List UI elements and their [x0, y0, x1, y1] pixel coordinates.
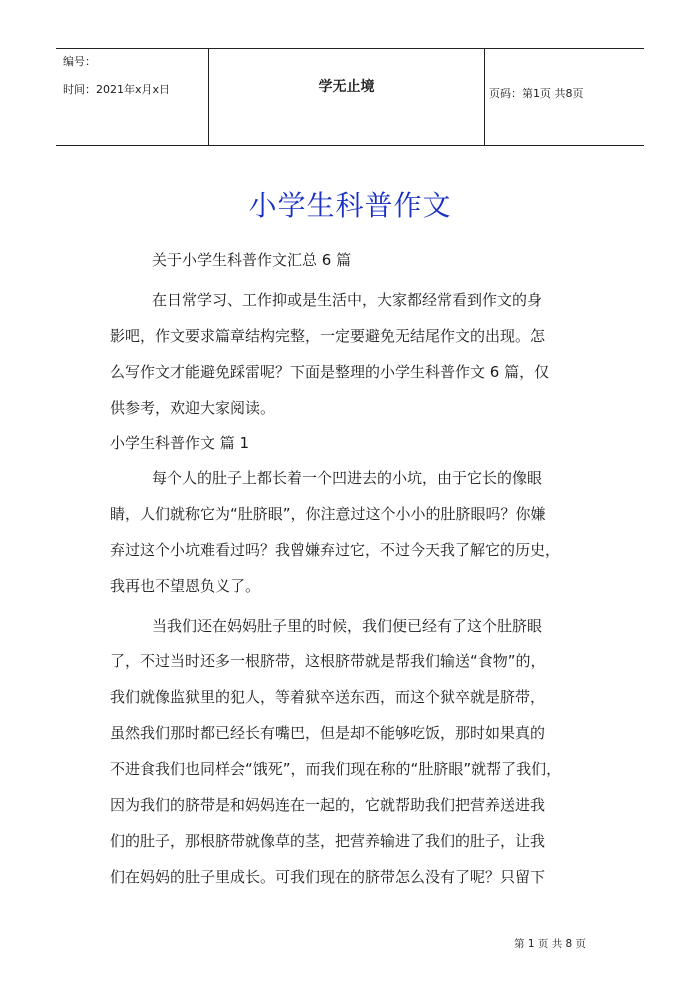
header-number-label: 编号：	[63, 55, 96, 68]
paragraph-line: 在日常学习、工作抑或是生活中，大家都经常看到作文的身	[152, 291, 543, 309]
header-page-label: 页码：第1页 共8页	[489, 87, 584, 100]
paragraph-line: 影吧，作文要求篇章结构完整，一定要避免无结尾作文的出现。怎	[110, 327, 546, 345]
paragraph-line: 当我们还在妈妈肚子里的时候，我们便已经有了这个肚脐眼	[152, 617, 543, 635]
paragraph-line: 们的肚子，那根脐带就像草的茎，把营养输进了我们的肚子，让我	[110, 832, 546, 850]
header-center-title: 学无止境	[318, 79, 375, 95]
paragraph-line: 不进食我们也同样会“饿死”，而我们现在称的“肚脐眼”就帮了我们，	[110, 760, 562, 778]
paragraph-line: 弃过这个小坑难看过吗？我曾嫌弃过它，不过今天我了解它的历史，	[110, 541, 561, 559]
document-title: 小学生科普作文	[248, 189, 452, 222]
paragraph-line: 供参考，欢迎大家阅读。	[110, 399, 276, 417]
paragraph-line: 我们就像监狱里的犯人，等着狱卒送东西，而这个狱卒就是脐带，	[110, 688, 546, 706]
paragraph-line: 么写作文才能避免踩雷呢？下面是整理的小学生科普作文 6 篇，仅	[110, 363, 550, 381]
section-heading: 小学生科普作文 篇 1	[110, 434, 250, 452]
header-center-cell	[209, 49, 485, 146]
paragraph-line: 了，不过当时还多一根脐带，这根脐带就是帮我们输送“食物”的，	[110, 652, 546, 670]
footer-page-number: 第 1 页 共 8 页	[514, 938, 587, 950]
summary-line: 关于小学生科普作文汇总 6 篇	[152, 251, 352, 269]
paragraph-line: 睛，人们就称它为“肚脐眼”，你注意过这个小小的肚脐眼吗？你嫌	[110, 505, 546, 523]
paragraph-line: 因为我们的脐带是和妈妈连在一起的，它就帮助我们把营养送进我	[110, 796, 546, 814]
paragraph-line: 虽然我们那时都已经长有嘴巴，但是却不能够吃饭，那时如果真的	[110, 724, 546, 742]
paragraph-line: 们在妈妈的肚子里成长。可我们现在的脐带怎么没有了呢？只留下	[110, 868, 546, 886]
header-time-label: 时间：2021年x月x日	[63, 83, 171, 96]
paragraph-line: 我再也不望恩负义了。	[110, 577, 261, 595]
paragraph-line: 每个人的肚子上都长着一个凹进去的小坑，由于它长的像眼	[152, 469, 543, 487]
